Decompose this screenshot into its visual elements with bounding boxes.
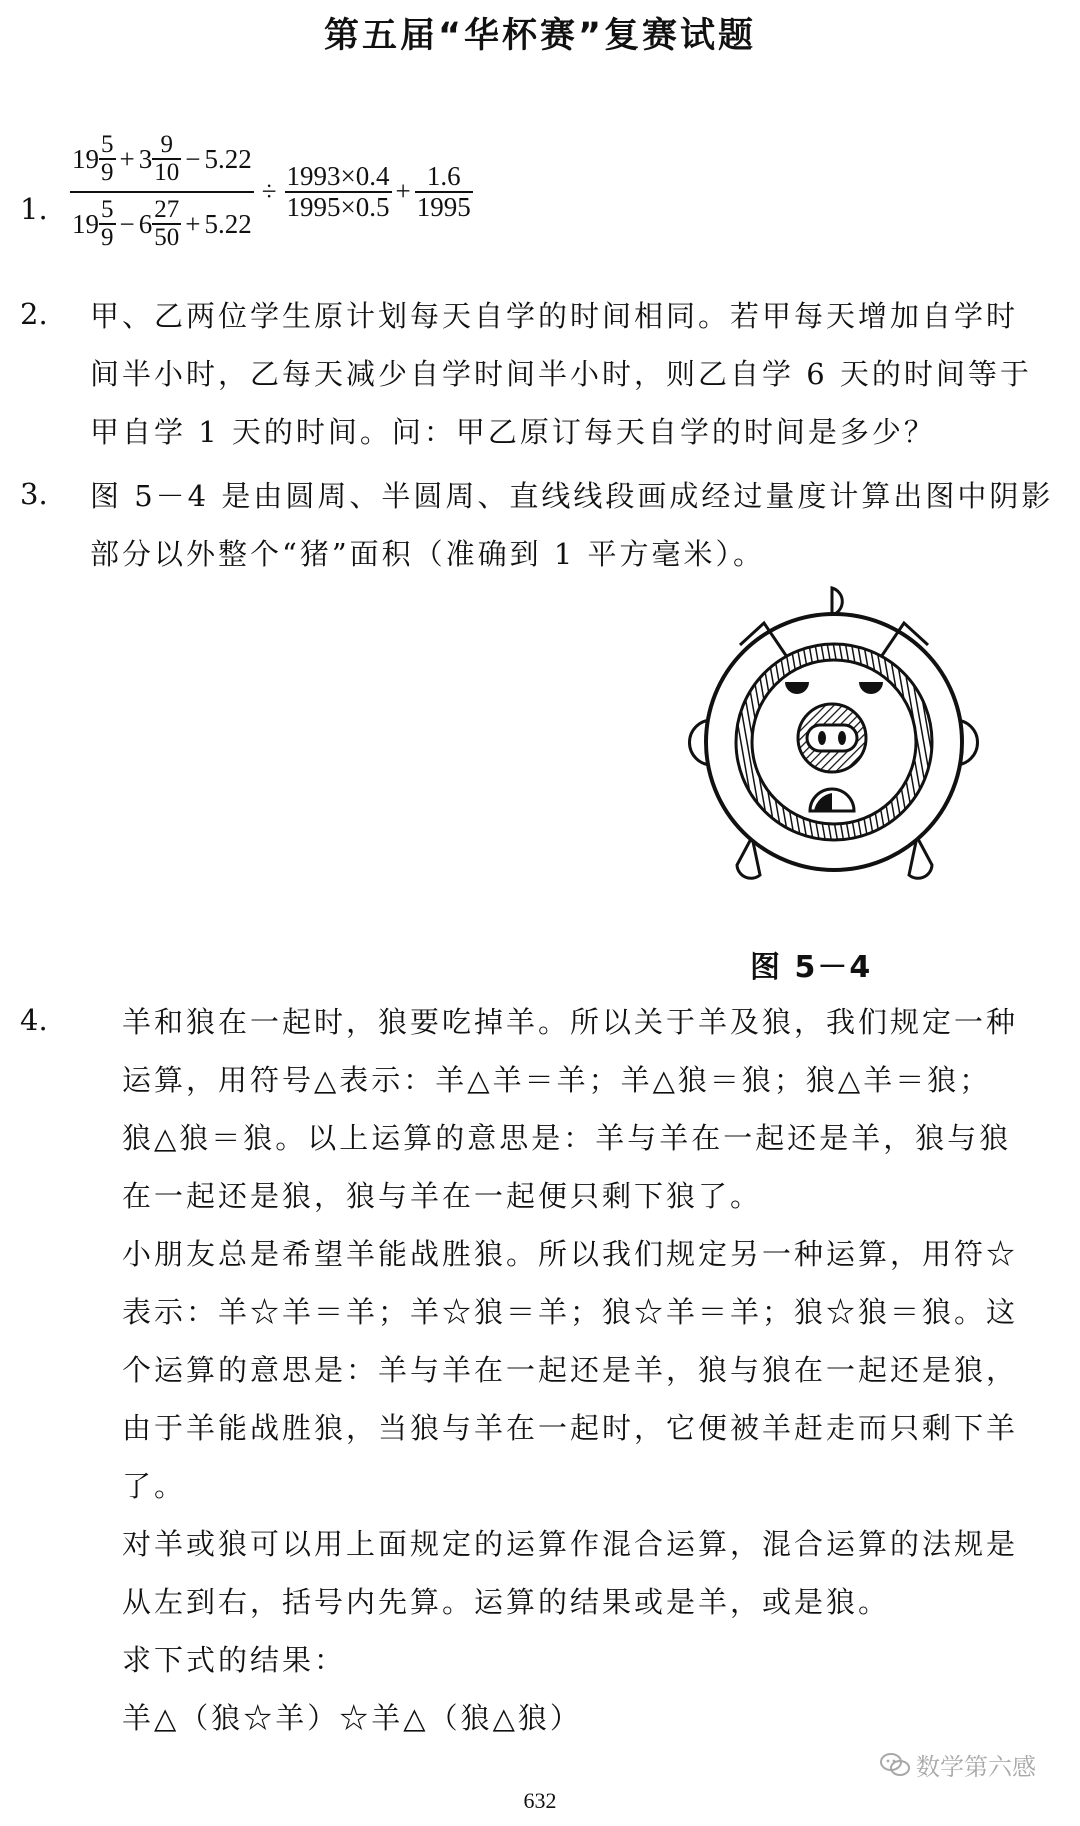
q4-line: 在一起还是狼，狼与羊在一起便只剩下狼了。 xyxy=(122,1179,763,1213)
q1-a-den: 9 xyxy=(101,159,114,187)
q1-plus2: + xyxy=(185,208,201,239)
q4-line: 小朋友总是希望羊能战胜狼。所以我们规定另一种运算，用符☆ xyxy=(122,1237,1019,1271)
q1-h-den: 1995 xyxy=(416,191,471,222)
q4-number: 4. xyxy=(20,1003,48,1037)
q4-line: 表示：羊☆羊＝羊；羊☆狼＝羊；狼☆羊＝羊；狼☆狼＝狼。这 xyxy=(122,1295,1019,1329)
q1-divide: ÷ xyxy=(261,176,277,206)
q1-expression xyxy=(70,132,473,251)
q3-line: 图 5－4 是由圆周、半圆周、直线线段画成经过量度计算出图中阴影 xyxy=(90,479,1054,513)
q4-line: 羊△（狼☆羊）☆羊△（狼△狼） xyxy=(122,1701,582,1735)
q4-line: 狼△狼＝狼。以上运算的意思是：羊与羊在一起还是羊，狼与狼 xyxy=(122,1121,1012,1155)
q4-line: 羊和狼在一起时，狼要吃掉羊。所以关于羊及狼，我们规定一种 xyxy=(122,1005,1019,1039)
q1-a-num: 5 xyxy=(101,131,114,158)
page-number: 632 xyxy=(523,1788,557,1813)
q1-g-num: 1993×0.4 xyxy=(286,161,390,192)
q1-a-frac xyxy=(99,132,116,187)
figure-caption: 图 5－4 xyxy=(750,950,873,985)
q4-line: 从左到右，括号内先算。运算的结果或是羊，或是狼。 xyxy=(122,1585,891,1619)
q1-b-num: 9 xyxy=(160,131,173,158)
q4-line: 运算，用符号△表示：羊△羊＝羊；羊△狼＝狼；狼△羊＝狼； xyxy=(122,1063,992,1097)
q2-line: 甲自学 1 天的时间。问：甲乙原订每天自学的时间是多少？ xyxy=(90,415,936,449)
q1-d-frac xyxy=(99,197,116,252)
q1-second-fraction xyxy=(285,162,392,221)
q1-big-fraction xyxy=(70,132,254,251)
q4-line: 个运算的意思是：羊与羊在一起还是羊，狼与狼在一起还是狼， xyxy=(122,1353,1019,1387)
page-title: 第五届“华杯赛”复赛试题 xyxy=(323,16,756,56)
q3-number: 3. xyxy=(20,477,48,511)
q1-h-num: 1.6 xyxy=(426,161,461,192)
q1-g-den: 1995×0.5 xyxy=(286,191,390,222)
q2-text xyxy=(90,287,1032,461)
wechat-icon xyxy=(880,1752,910,1778)
q3-line: 部分以外整个“猪”面积（准确到 1 平方毫米）。 xyxy=(90,537,766,571)
q1-third-fraction xyxy=(415,162,473,221)
q1-b-whole: 3 xyxy=(138,144,153,175)
q1-minus2: − xyxy=(119,208,135,239)
q4-line: 由于羊能战胜狼，当狼与羊在一起时，它便被羊赶走而只剩下羊 xyxy=(122,1411,1019,1445)
q1-e-num: 27 xyxy=(154,195,180,223)
pig-tail-shape xyxy=(832,588,842,615)
q1-e-den: 50 xyxy=(154,223,180,251)
watermark-text: 数学第六感 xyxy=(916,1753,1036,1781)
q4-line: 对羊或狼可以用上面规定的运算作混合运算，混合运算的法规是 xyxy=(122,1527,1019,1561)
q1-plus3: + xyxy=(395,176,411,206)
q1-a-whole: 19 xyxy=(72,144,99,175)
q1-plus: + xyxy=(119,144,135,175)
q4-line: 了。 xyxy=(122,1469,187,1503)
q2-line: 甲、乙两位学生原计划每天自学的时间相同。若甲每天增加自学时 xyxy=(90,299,1019,333)
q1-d-num: 5 xyxy=(101,195,114,223)
pig-figure xyxy=(682,585,982,915)
q1-d-whole: 19 xyxy=(72,208,99,239)
q2-number: 2. xyxy=(20,297,48,331)
watermark xyxy=(880,1747,1036,1782)
q1-b-den: 10 xyxy=(154,159,180,187)
q3-text xyxy=(90,467,1053,583)
q4-text xyxy=(122,993,1018,1747)
q2-line: 间半小时，乙每天减少自学时间半小时，则乙自学 6 天的时间等于 xyxy=(90,357,1032,391)
q1-c: 5.22 xyxy=(204,144,252,175)
q1-f: 5.22 xyxy=(204,208,252,239)
q1-minus1: − xyxy=(185,144,201,175)
q1-b-frac xyxy=(152,132,181,187)
q1-number: 1. xyxy=(20,192,48,226)
q1-e-frac xyxy=(152,197,181,252)
q4-line: 求下式的结果： xyxy=(122,1643,347,1677)
q1-d-den: 9 xyxy=(101,223,114,251)
q1-e-whole: 6 xyxy=(138,208,153,239)
